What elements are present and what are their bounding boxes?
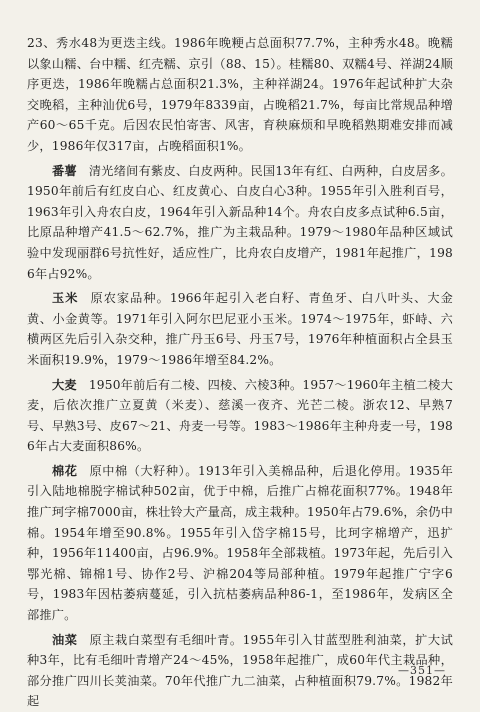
paragraph-text: 原中棉（大籽种）。1913年引入美棉品种，后退化停用。1935年引入陆地棉脱字棉试种502亩，优于中棉，后推广占棉花面积77%。1948年推广珂字棉7000亩，株壮铃大产量高，成主栽种。1950年占79.6%，余仍中棉。1954年增至90.8%。1955年引入岱字棉15号，比珂字棉增产，迅扩种，1956年11400亩，占96.9%。1958年全部栽植。1973年起，先后引入鄂光棉、锦棉1号、协作2号、沪棉204等局部种植。1979年起推广宁字6号，1983年因枯萎病蔓延，引入抗枯萎病品种86-1，至1986年，发病区全部推广。 bbox=[27, 463, 453, 623]
paragraph-text: 原主栽白菜型有毛细叶青。1955年引入甘蓝型胜利油菜，扩大试种3年，比有毛细叶青增产24～45%，1958年起推广，成60年代主栽品种，部分推广四川长荚油菜。70年代推广九二油菜，占种植面积79.7%。1982年起 bbox=[27, 632, 453, 709]
paragraph-rice bbox=[27, 33, 453, 157]
section-heading-barley: 大麦 bbox=[52, 377, 77, 392]
paragraph-corn bbox=[27, 288, 453, 370]
paragraph-text: 23、秀水48为更迭主线。1986年晚粳占总面积77.7%，主种秀水48。晚糯以象山糯、台中糯、红壳糯、京引（88、15）。桂糯80、双糯4号、祥湖24顺序更迭，1986年晚糯占总面积21.3%，主种祥湖24。1976年起试种扩大杂交晚稻，主种汕优6号，1979年8339亩，占晚稻21.7%，每亩比常规品种增产60～65千克。后因农民怕寄害、风害，育秧麻烦和早晚稻熟期难安排而减少，1986年仅317亩，占晚稻面积1%。 bbox=[27, 36, 453, 153]
paragraph-sweet-potato bbox=[27, 161, 453, 285]
section-heading-corn: 玉米 bbox=[52, 291, 79, 306]
section-heading-sweet-potato: 番薯 bbox=[52, 163, 77, 178]
paragraph-text: 1950年前后有二棱、四棱、六棱3种。1957～1960年主植二棱大麦，后依次推广立夏黄（米麦）、慈溪一夜齐、光芒二棱。浙农12、早熟7号、早熟3号、皮67～21、舟麦一号等。1983～1986年主种舟麦一号，1986年占大麦面积86%。 bbox=[27, 377, 453, 454]
paragraph-text: 清光绪间有紫皮、白皮两种。民国13年有红、白两种，白皮居多。1950年前后有红皮白心、红皮黄心、白皮白心3种。1955年引入胜利百号，1963年引入舟农白皮，1964年引入新品种14个。舟农白皮多点试种6.5亩，比原品种增产41.5～62.7%，推广为主栽品种。1979～1980年品种区域试验中发现丽群6号抗性好，适应性广，比舟农白皮增产，1981年起推广，1986年占92%。 bbox=[27, 163, 453, 281]
page-number: —351— bbox=[398, 664, 446, 677]
paragraph-barley bbox=[27, 375, 453, 457]
paragraph-rapeseed bbox=[27, 630, 453, 712]
section-heading-cotton: 棉花 bbox=[52, 463, 78, 478]
paragraph-text: 原农家品种。1966年起引入老白籽、青鱼牙、白八叶头、大金黄、小金黄等。1971年引入阿尔巴尼亚小玉米。1974～1975年，虾峙、六横两区先后引入杂交种，推广丹玉6号、丹玉7号，1976年种植面积占全县玉米面积19.9%，1979～1986年增至84.2%。 bbox=[27, 291, 453, 367]
paragraph-cotton bbox=[27, 461, 453, 626]
section-heading-rapeseed: 油菜 bbox=[52, 632, 78, 647]
